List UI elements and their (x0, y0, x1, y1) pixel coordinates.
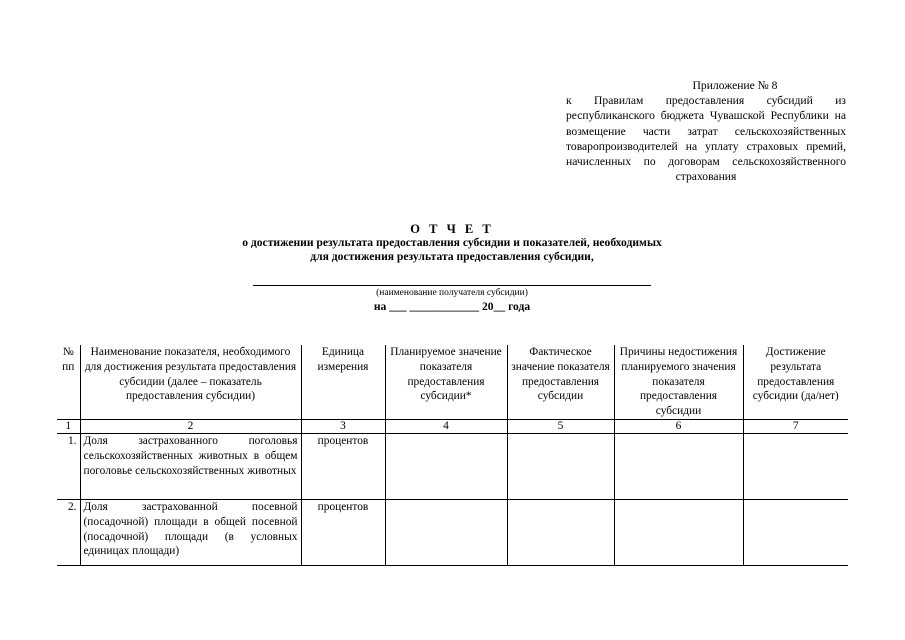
appendix-block (566, 78, 846, 184)
column-number: 2 (80, 419, 301, 433)
unit-value: процентов (301, 499, 385, 565)
report-heading (150, 222, 754, 264)
reasons-cell (614, 499, 743, 565)
recipient-caption: (наименование получателя субсидии) (376, 288, 528, 298)
report-period (253, 300, 651, 314)
period-year: 20__ (481, 300, 506, 313)
table-row (57, 433, 848, 499)
header-planned-value: Планируемое значение показателя предоставления субсидии* (385, 345, 507, 419)
column-number-row (57, 419, 848, 433)
row-number: 1. (57, 433, 80, 499)
appendix-title: Приложение № 8 (692, 79, 778, 92)
period-day-blank: ___ (389, 300, 407, 313)
planned-value-cell (385, 433, 507, 499)
header-reasons: Причины недостижения планируемого значения показателя предоставления субсидии (614, 345, 743, 419)
header-indicator-name: Наименование показателя, необходимого для достижения результата предоставления субсидии (далее – показатель предоставления субсидии) (80, 345, 301, 419)
appendix-text: к Правилам предоставления субсидий из республиканского бюджета Чувашской Республики на возмещение части затрат сельскохозяйственных товаропроизводителей на уплату страховых премий, начисленных по договорам сельскохозяйственного страхования (566, 94, 846, 184)
table-row (57, 499, 848, 565)
achievement-cell (743, 433, 848, 499)
reasons-cell (614, 433, 743, 499)
recipient-name-line (253, 285, 651, 286)
achievement-cell (743, 499, 848, 565)
header-unit: Единица измерения (301, 345, 385, 419)
column-number: 5 (507, 419, 614, 433)
column-number: 7 (743, 419, 848, 433)
column-number: 6 (614, 419, 743, 433)
unit-value: процентов (301, 433, 385, 499)
actual-value-cell (507, 433, 614, 499)
report-table (57, 345, 848, 566)
indicator-name: Доля застрахованного поголовья сельскохозяйственных животных в общем поголовье сельскохозяйственных животных (80, 433, 301, 499)
table-header-row (57, 345, 848, 419)
period-month-blank: ____________ (409, 300, 480, 313)
row-number: 2. (57, 499, 80, 565)
column-number: 4 (385, 419, 507, 433)
report-title: О Т Ч Е Т (410, 222, 494, 236)
indicator-name: Доля застрахованной посевной (посадочной) площади в общей посевной (посадочной) площади (в условных единицах площади) (80, 499, 301, 565)
header-number: № пп (57, 345, 80, 419)
column-number: 3 (301, 419, 385, 433)
planned-value-cell (385, 499, 507, 565)
report-subtitle-line-2: для достижения результата предоставления субсидии, (310, 250, 594, 263)
header-achievement: Достижение результата предоставления субсидии (да/нет) (743, 345, 848, 419)
period-suffix: года (508, 300, 531, 313)
actual-value-cell (507, 499, 614, 565)
report-subtitle-line-1: о достижении результата предоставления субсидии и показателей, необходимых (242, 236, 662, 249)
period-prefix: на (373, 300, 387, 313)
column-number: 1 (57, 419, 80, 433)
header-actual-value: Фактическое значение показателя предоставления субсидии (507, 345, 614, 419)
